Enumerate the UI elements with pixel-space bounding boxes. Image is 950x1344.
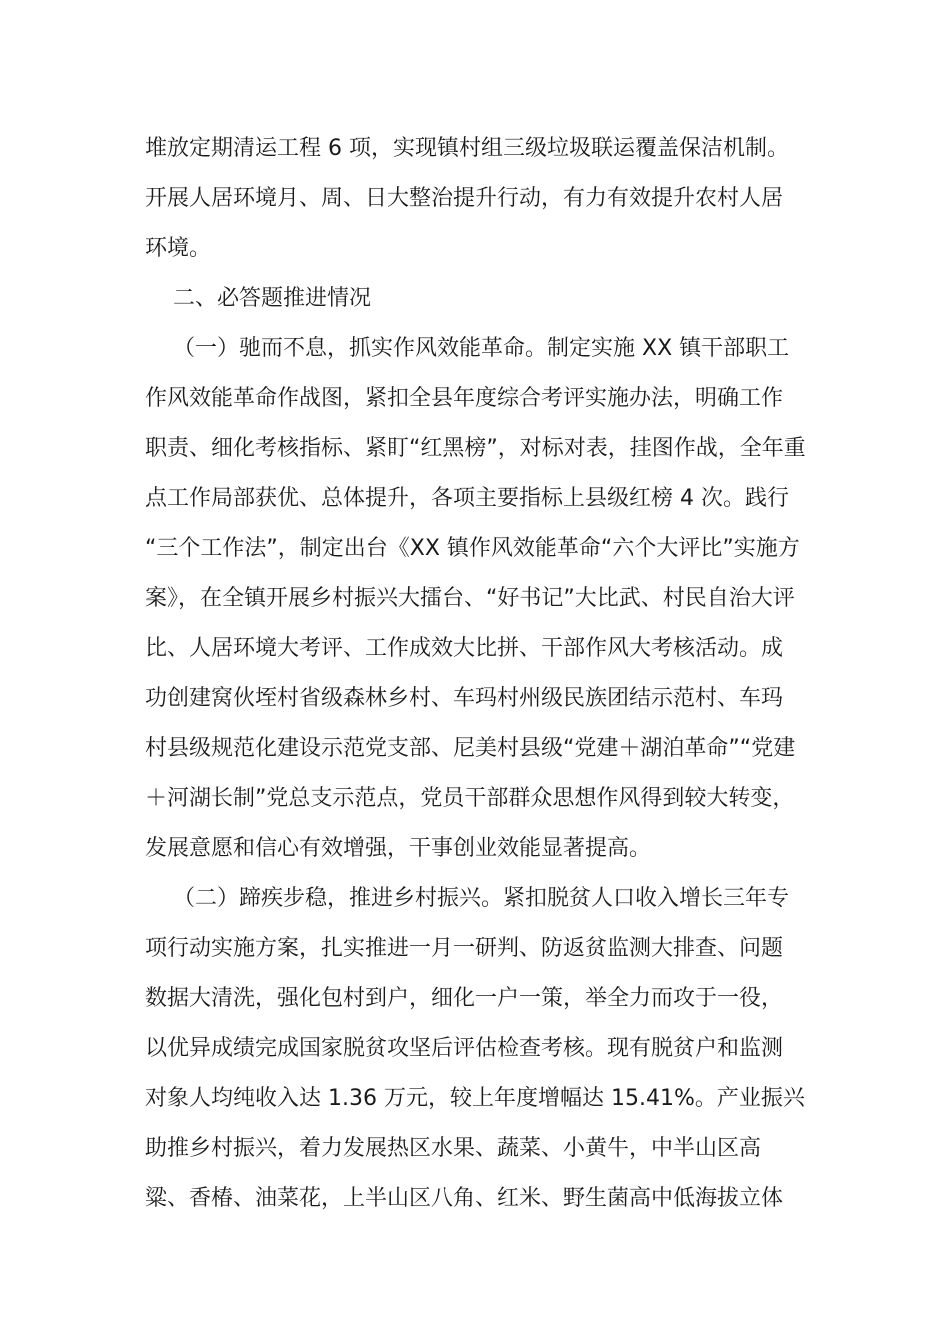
- text-line: 职责、细化考核指标、紧盯“红黑榜”，对标对表，挂图作战，全年重: [145, 436, 806, 461]
- text-line: 发展意愿和信心有效增强，干事创业效能显著提高。: [145, 836, 652, 861]
- text-line: “三个工作法”，制定出台《XX 镇作风效能革命“六个大评比”实施方: [145, 536, 800, 561]
- text-line: 堆放定期清运工程 6 项，实现镇村组三级垃圾联运覆盖保洁机制。: [145, 136, 789, 161]
- text-line: 以优异成绩完成国家脱贫攻坚后评估检查考核。现有脱贫户和监测: [145, 1036, 784, 1061]
- text-line: 数据大清洗，强化包村到户，细化一户一策，举全力而攻于一役，: [145, 986, 784, 1011]
- paragraph-heading-2: （二）蹄疾步稳，推进乡村振兴。紧扣脱贫人口收入增长三年专: [173, 886, 790, 911]
- text-line: 案》，在全镇开展乡村振兴大擂台、“好书记”大比武、村民自治大评: [145, 586, 795, 611]
- text-line: 项行动实施方案，扎实推进一月一研判、防返贫监测大排查、问题: [145, 936, 784, 961]
- text-line: 点工作局部获优、总体提升，各项主要指标上县级红榜 4 次。践行: [145, 486, 789, 511]
- text-line: 功创建窝伙垤村省级森林乡村、车玛村州级民族团结示范村、车玛: [145, 686, 784, 711]
- text-line: 助推乡村振兴，着力发展热区水果、蔬菜、小黄牛，中半山区高: [145, 1136, 762, 1161]
- text-line: 开展人居环境月、周、日大整治提升行动，有力有效提升农村人居: [145, 186, 784, 211]
- text-line: 环境。: [145, 236, 212, 261]
- text-line: 村县级规范化建设示范党支部、尼美村县级“党建＋湖泊革命”“党建: [145, 736, 796, 761]
- text-line: 对象人均纯收入达 1.36 万元，较上年度增幅达 15.41%。产业振兴: [145, 1086, 805, 1111]
- text-line: 粱、香椿、油菜花，上半山区八角、红米、野生菌高中低海拔立体: [145, 1186, 784, 1211]
- text-line: 比、人居环境大考评、工作成效大比拼、干部作风大考核活动。成: [145, 636, 784, 661]
- text-line: 作风效能革命作战图，紧扣全县年度综合考评实施办法，明确工作: [145, 386, 784, 411]
- text-line: ＋河湖长制”党总支示范点，党员干部群众思想作风得到较大转变，: [145, 786, 795, 811]
- paragraph-heading-1: （一）驰而不息，抓实作风效能革命。制定实施 XX 镇干部职工: [173, 336, 790, 361]
- section-heading: 二、必答题推进情况: [173, 286, 372, 311]
